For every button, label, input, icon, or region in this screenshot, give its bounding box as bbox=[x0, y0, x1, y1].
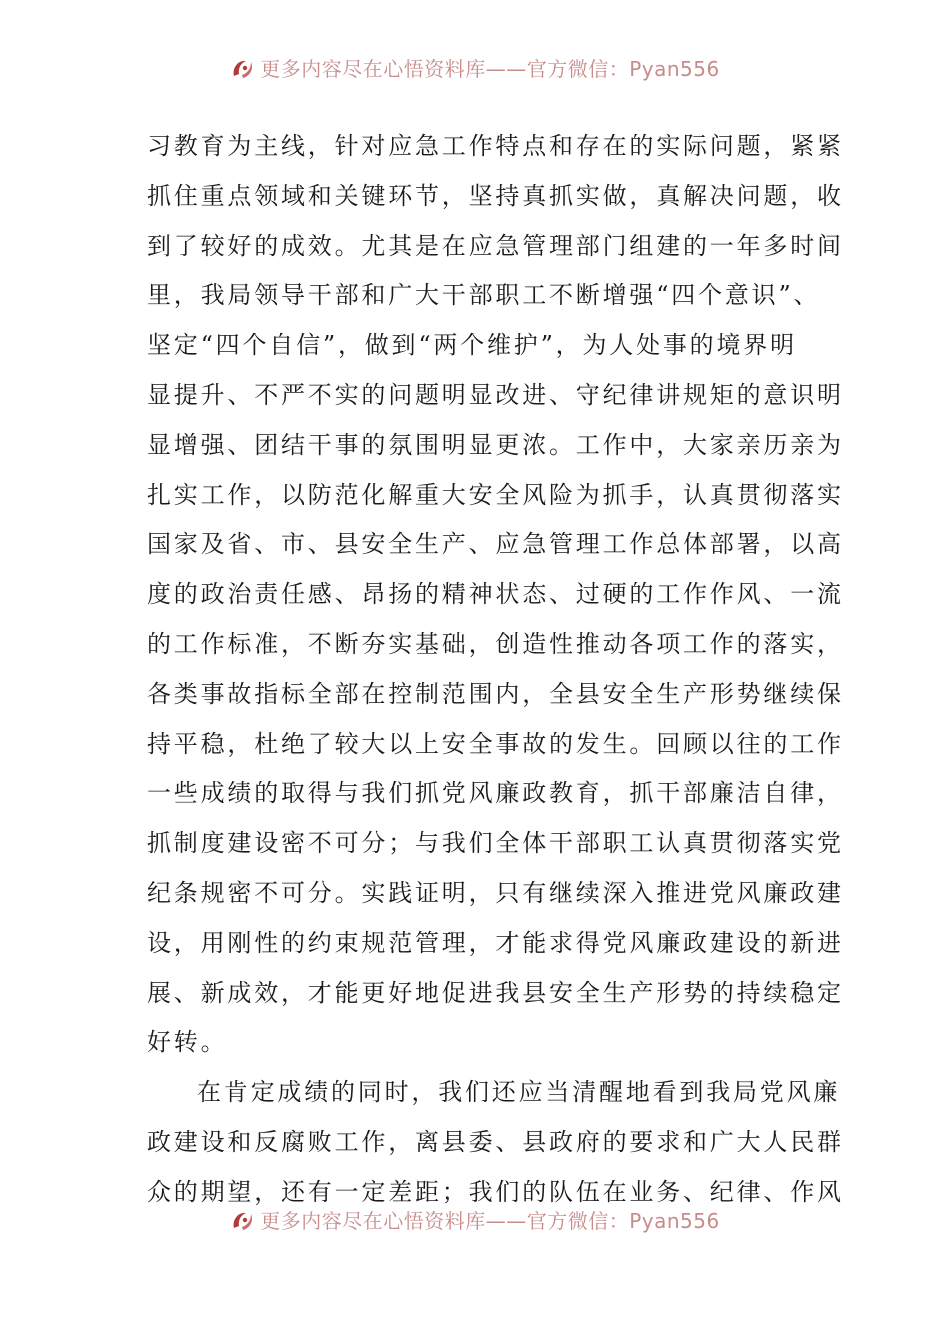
body-line: 展、新成效，才能更好地促进我县安全生产形势的持续稳定 bbox=[147, 978, 844, 1007]
header-banner bbox=[0, 54, 950, 84]
body-line: 度的政治责任感、昂扬的精神状态、过硬的工作作风、一流 bbox=[147, 580, 844, 609]
body-line: 抓制度建设密不可分；与我们全体干部职工认真贯彻落实党 bbox=[147, 829, 844, 858]
body-line: 扎实工作，以防范化解重大安全风险为抓手，认真贯彻落实 bbox=[147, 480, 844, 509]
body-line: 里，我局领导干部和广大干部职工不断增强“四个意识”、 bbox=[147, 281, 821, 310]
body-line: 众的期望，还有一定差距；我们的队伍在业务、纪律、作风 bbox=[147, 1177, 844, 1206]
body-line: 显提升、不严不实的问题明显改进、守纪律讲规矩的意识明 bbox=[147, 380, 844, 409]
footer-banner bbox=[0, 1206, 950, 1236]
body-line: 的工作标准，不断夯实基础，创造性推动各项工作的落实， bbox=[147, 629, 844, 658]
body-line: 纪条规密不可分。实践证明，只有继续深入推进党风廉政建 bbox=[147, 878, 844, 907]
body-line: 政建设和反腐败工作，离县委、县政府的要求和广大人民群 bbox=[147, 1127, 844, 1156]
document-body bbox=[147, 122, 844, 1218]
body-line: 抓住重点领域和关键环节，坚持真抓实做，真解决问题，收 bbox=[147, 181, 844, 210]
paragraph-start-line: 在肯定成绩的同时，我们还应当清醒地看到我局党风廉 bbox=[197, 1078, 841, 1107]
logo-icon bbox=[230, 56, 256, 82]
header-banner-text: 更多内容尽在心悟资料库——官方微信：Pyan556 bbox=[260, 57, 720, 81]
body-line: 一些成绩的取得与我们抓党风廉政教育，抓干部廉洁自律， bbox=[147, 779, 844, 808]
body-line: 各类事故指标全部在控制范围内，全县安全生产形势继续保 bbox=[147, 679, 844, 708]
body-line: 显增强、团结干事的氛围明显更浓。工作中，大家亲历亲为 bbox=[147, 430, 844, 459]
body-line: 好转。 bbox=[147, 1028, 228, 1057]
body-line: 到了较好的成效。尤其是在应急管理部门组建的一年多时间 bbox=[147, 231, 844, 260]
logo-icon bbox=[230, 1208, 256, 1234]
body-line: 国家及省、市、县安全生产、应急管理工作总体部署，以高 bbox=[147, 530, 844, 559]
body-line: 设，用刚性的约束规范管理，才能求得党风廉政建设的新进 bbox=[147, 928, 844, 957]
body-line: 坚定“四个自信”，做到“两个维护”，为人处事的境界明 bbox=[147, 331, 797, 360]
body-line: 持平稳，杜绝了较大以上安全事故的发生。回顾以往的工作 bbox=[147, 729, 844, 758]
body-line: 习教育为主线，针对应急工作特点和存在的实际问题，紧紧 bbox=[147, 132, 844, 160]
footer-banner-text: 更多内容尽在心悟资料库——官方微信：Pyan556 bbox=[260, 1209, 720, 1233]
